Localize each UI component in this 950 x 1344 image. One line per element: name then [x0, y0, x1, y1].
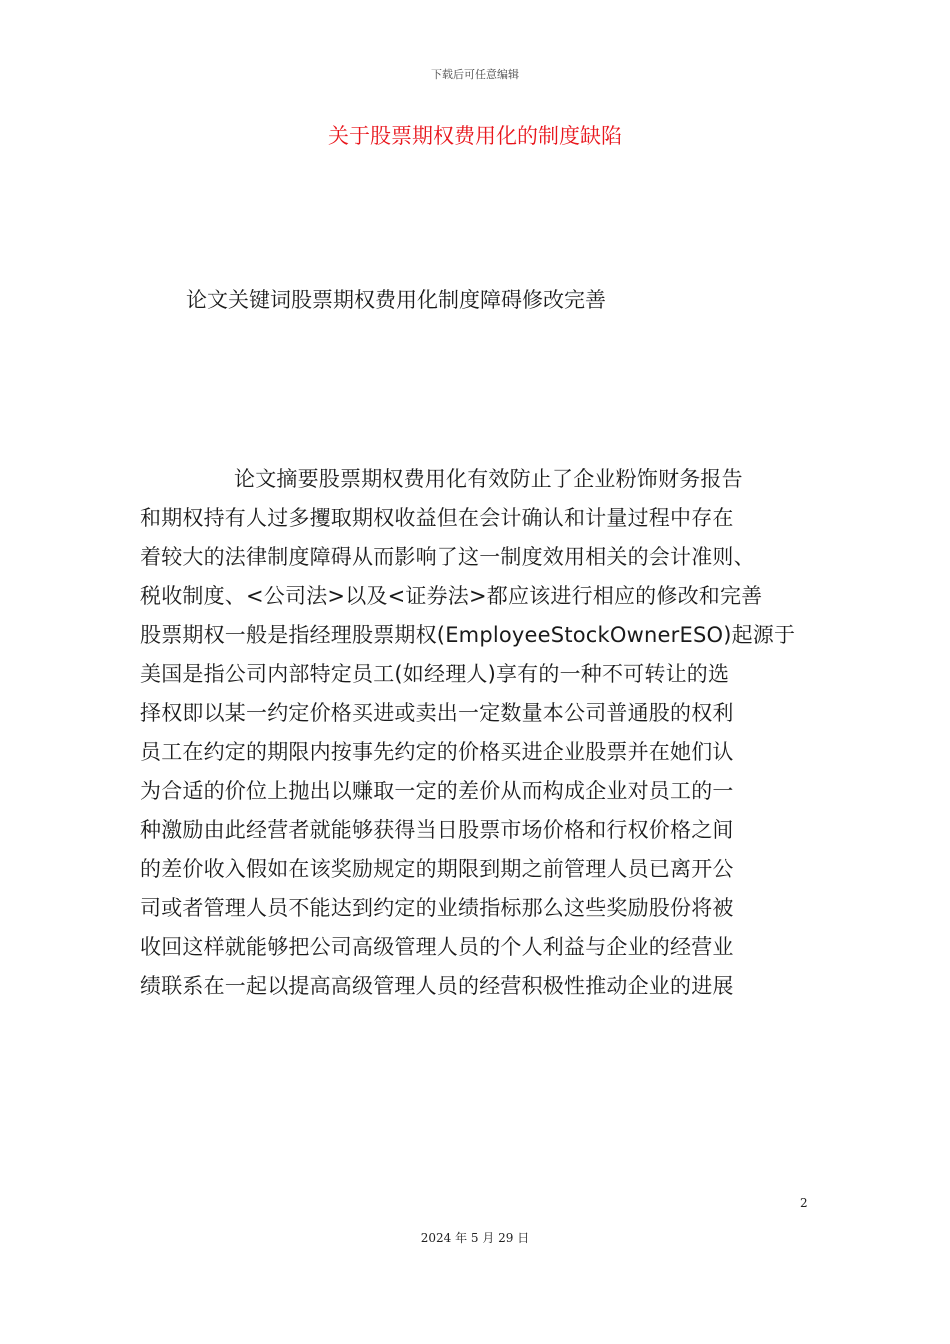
- header-note: 下载后可任意编辑: [431, 68, 519, 81]
- abstract-line: 为合适的价位上抛出以赚取一定的差价从而构成企业对员工的一: [140, 779, 734, 803]
- abstract-line: 员工在约定的期限内按事先约定的价格买进企业股票并在她们认: [140, 740, 734, 764]
- abstract-line: 收回这样就能够把公司高级管理人员的个人利益与企业的经营业: [140, 935, 734, 959]
- abstract-body: [140, 460, 820, 1006]
- abstract-line: 和期权持有人过多攫取期权收益但在会计确认和计量过程中存在: [140, 506, 734, 530]
- abstract-line: 种激励由此经营者就能够获得当日股票市场价格和行权价格之间: [140, 818, 734, 842]
- abstract-line: 论文摘要股票期权费用化有效防止了企业粉饰财务报告: [234, 467, 743, 491]
- abstract-line: 绩联系在一起以提高高级管理人员的经营积极性推动企业的进展: [140, 974, 734, 998]
- document-title: 关于股票期权费用化的制度缺陷: [328, 124, 622, 148]
- abstract-line: 司或者管理人员不能达到约定的业绩指标那么这些奖励股份将被: [140, 896, 734, 920]
- abstract-line: 择权即以某一约定价格买进或卖出一定数量本公司普通股的权利: [140, 701, 734, 725]
- keywords-line: 论文关键词股票期权费用化制度障碍修改完善: [186, 288, 606, 312]
- page-number: 2: [800, 1196, 808, 1210]
- abstract-line: 美国是指公司内部特定员工(如经理人)享有的一种不可转让的选: [140, 662, 730, 686]
- abstract-line: 税收制度、<公司法>以及<证券法>都应该进行相应的修改和完善: [140, 584, 763, 608]
- abstract-line: 着较大的法律制度障碍从而影响了这一制度效用相关的会计准则、: [140, 545, 755, 569]
- abstract-line: 的差价收入假如在该奖励规定的期限到期之前管理人员已离开公: [140, 857, 734, 881]
- footer-date: 2024 年 5 月 29 日: [420, 1231, 530, 1245]
- abstract-line: 股票期权一般是指经理股票期权(EmployeeStockOwnerESO)起源于: [140, 623, 796, 647]
